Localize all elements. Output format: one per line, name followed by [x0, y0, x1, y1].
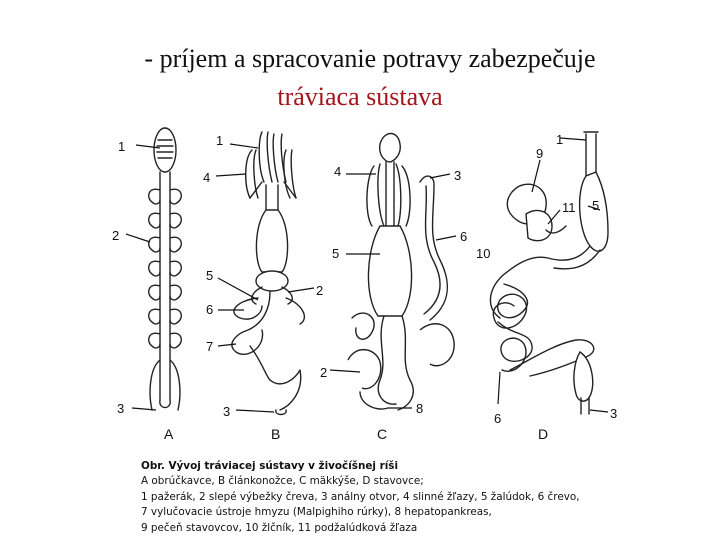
caption-line: 7 vylučovacie ústroje hmyzu (Malpighiho rúrky), 8 hepatopankreas, [141, 506, 492, 519]
panel-label-d: D [538, 426, 549, 442]
callout-c-2-lower: 2 [320, 365, 328, 380]
callout-c-8: 8 [416, 401, 424, 416]
caption-title: Obr. Vývoj tráviacej sústavy v živočíšnej ríši [141, 460, 398, 472]
drawing-annelid [149, 128, 182, 410]
callout-c-3: 3 [454, 168, 462, 183]
callout-c-5: 5 [332, 246, 340, 261]
panel-label-c: C [377, 426, 388, 442]
callout-a-1: 1 [118, 139, 126, 154]
callout-d-9: 9 [536, 146, 544, 161]
callout-b-3: 3 [223, 404, 231, 419]
callout-b-4: 4 [203, 170, 211, 185]
callout-d-11: 11 [562, 200, 576, 215]
callout-c-6: 6 [460, 229, 468, 244]
slide-title-line1: - príjem a spracovanie potravy zabezpečuje [144, 44, 596, 73]
callout-d-10: 10 [476, 246, 491, 261]
callout-b-7: 7 [206, 339, 214, 354]
panel-label-a: A [164, 426, 174, 442]
callout-d-3: 3 [610, 406, 618, 421]
drawing-vertebrate [490, 132, 608, 414]
drawing-mollusc [348, 134, 454, 411]
figure-caption [141, 459, 701, 536]
callout-a-3: 3 [117, 401, 125, 416]
caption-line: 1 pažerák, 2 slepé výbežky čreva, 3 análny otvor, 4 slinné žľazy, 5 žalúdok, 6 črevo, [141, 490, 580, 503]
callout-b-6: 6 [206, 302, 214, 317]
callout-c-4: 4 [334, 164, 342, 179]
callout-d-5: 5 [592, 198, 600, 213]
callout-a-2: 2 [112, 228, 120, 243]
callout-d-1: 1 [556, 132, 564, 147]
slide-title-line2: tráviaca sústava [277, 82, 443, 111]
callout-d-6: 6 [494, 411, 502, 426]
callout-b-1: 1 [216, 133, 224, 148]
panel-label-b: B [271, 426, 281, 442]
caption-line: 9 pečeň stavovcov, 10 žlčník, 11 podžalúdková žľaza [141, 521, 418, 534]
callout-c-2-upper: 2 [316, 283, 324, 298]
callout-b-5: 5 [206, 268, 214, 283]
panel-letters [164, 426, 548, 442]
caption-line: A obrúčkavce, B článkonožce, C mäkkýše, D stavovce; [141, 475, 424, 488]
